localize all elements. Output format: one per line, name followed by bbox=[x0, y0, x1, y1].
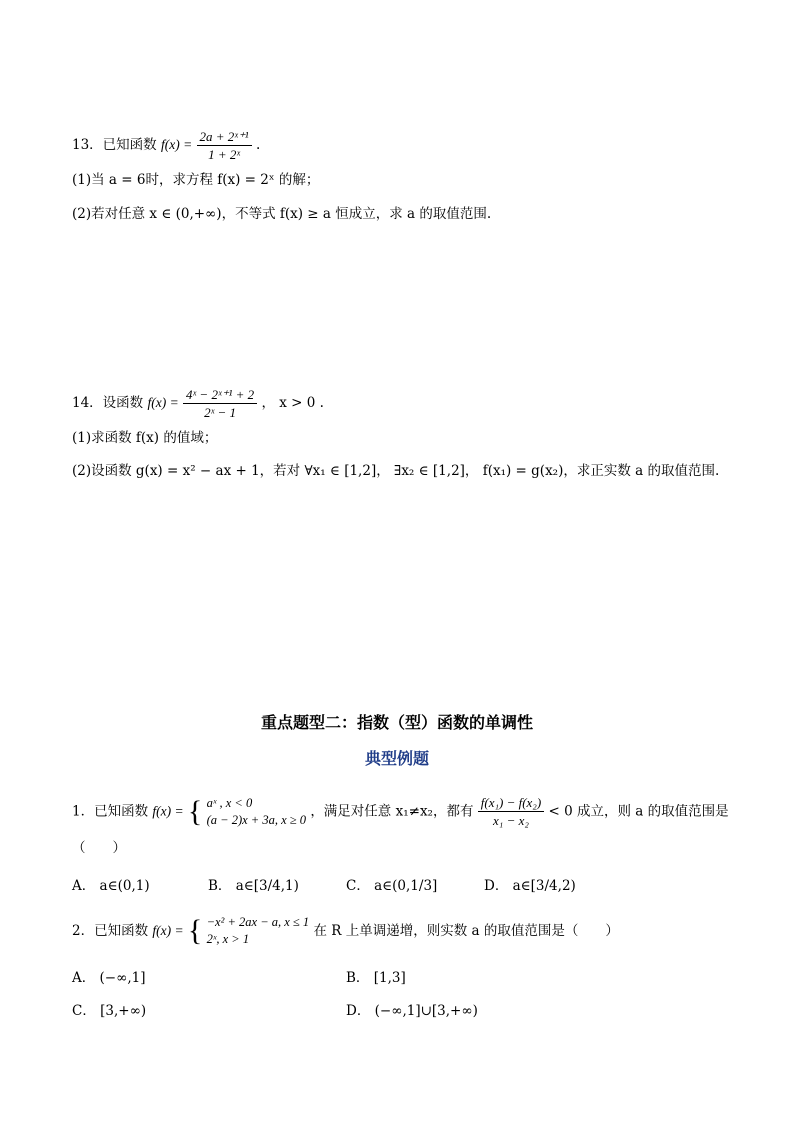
q13-part1: (1)当 a = 6时，求方程 f(x) = 2ˣ 的解； bbox=[72, 172, 320, 188]
ex1-brace: { bbox=[187, 794, 203, 828]
ex1-paren: （ ） bbox=[72, 840, 126, 856]
ex2-case1: −x² + 2ax − a, x ≤ 1 bbox=[206, 915, 310, 929]
q13-fraction bbox=[197, 128, 252, 163]
ex1-number: 1．已知函数 bbox=[72, 803, 149, 820]
ex1-tail: < 0 成立，则 a 的取值范围是 bbox=[548, 803, 729, 820]
q14-number: 14．设函数 bbox=[72, 395, 144, 411]
q14-fraction bbox=[183, 386, 257, 421]
ex1-option-a[interactable]: A． a∈(0,1) bbox=[72, 878, 150, 894]
ex1-option-c[interactable]: C． a∈(0,1/3] bbox=[346, 878, 438, 894]
q14-part1: (1)求函数 f(x) 的值域； bbox=[72, 430, 218, 446]
ex2-number: 2．已知函数 bbox=[72, 923, 149, 939]
ex2-stem bbox=[72, 914, 619, 954]
q14-stem bbox=[72, 386, 324, 421]
q13-stem bbox=[72, 128, 260, 163]
q13-frac-num: 2a + 2ˣ⁺¹ bbox=[197, 128, 252, 146]
q14-part2: (2)设函数 g(x) = x² − ax + 1，若对 ∀x₁ ∈ [1,2]， ∃x₂ ∈ [1,2]， f(x₁) = g(x₂)，求正实数 a 的取值范围. bbox=[72, 463, 720, 479]
q13-frac-den: 1 + 2ˣ bbox=[208, 147, 241, 162]
ex1-stem bbox=[72, 794, 729, 834]
section-title: 重点题型二：指数（型）函数的单调性 bbox=[260, 713, 533, 732]
q13-func: f(x) = bbox=[160, 137, 193, 152]
ex1-case1: aˣ , x < 0 bbox=[206, 795, 253, 810]
ex1-option-b[interactable]: B． a∈[3/4,1) bbox=[208, 878, 299, 894]
ex1-frac-num: f(x₁) − f(x₂) bbox=[478, 794, 544, 812]
ex2-option-b[interactable]: B． [1,3] bbox=[346, 970, 406, 986]
ex2-func: f(x) = bbox=[152, 923, 184, 938]
q13-number: 13．已知函数 bbox=[72, 137, 157, 153]
ex2-cases bbox=[207, 914, 310, 948]
ex2-brace: { bbox=[187, 914, 203, 947]
ex1-fraction bbox=[478, 794, 544, 829]
ex1-case2: (a − 2)x + 3a, x ≥ 0 bbox=[206, 812, 307, 827]
section-subtitle: 典型例题 bbox=[364, 749, 429, 768]
ex1-option-d[interactable]: D． a∈[3/4,2) bbox=[484, 878, 576, 894]
q13-part2: (2)若对任意 x ∈ (0,+∞)，不等式 f(x) ≥ a 恒成立，求 a 的取值范围. bbox=[72, 206, 492, 222]
q13-tail: . bbox=[256, 137, 261, 153]
ex1-mid: ，满足对任意 x₁≠x₂，都有 bbox=[310, 803, 474, 820]
ex1-cases bbox=[207, 795, 306, 829]
q14-frac-num: 4ˣ − 2ˣ⁺¹ + 2 bbox=[183, 386, 257, 404]
q14-tail: ， x > 0 . bbox=[261, 395, 324, 411]
ex2-tail: 在 R 上单调递增，则实数 a 的取值范围是（ ） bbox=[313, 923, 619, 939]
ex2-option-a[interactable]: A． (−∞,1] bbox=[72, 970, 146, 986]
ex2-case2: 2ˣ, x > 1 bbox=[206, 932, 250, 946]
ex1-frac-den: x₁ − x₂ bbox=[493, 813, 529, 828]
ex2-option-d[interactable]: D． (−∞,1]∪[3,+∞) bbox=[346, 1003, 478, 1019]
ex1-func: f(x) = bbox=[152, 803, 184, 819]
ex2-option-c[interactable]: C． [3,+∞) bbox=[72, 1003, 147, 1019]
q14-frac-den: 2ˣ − 1 bbox=[204, 405, 237, 420]
q14-func: f(x) = bbox=[147, 395, 179, 410]
